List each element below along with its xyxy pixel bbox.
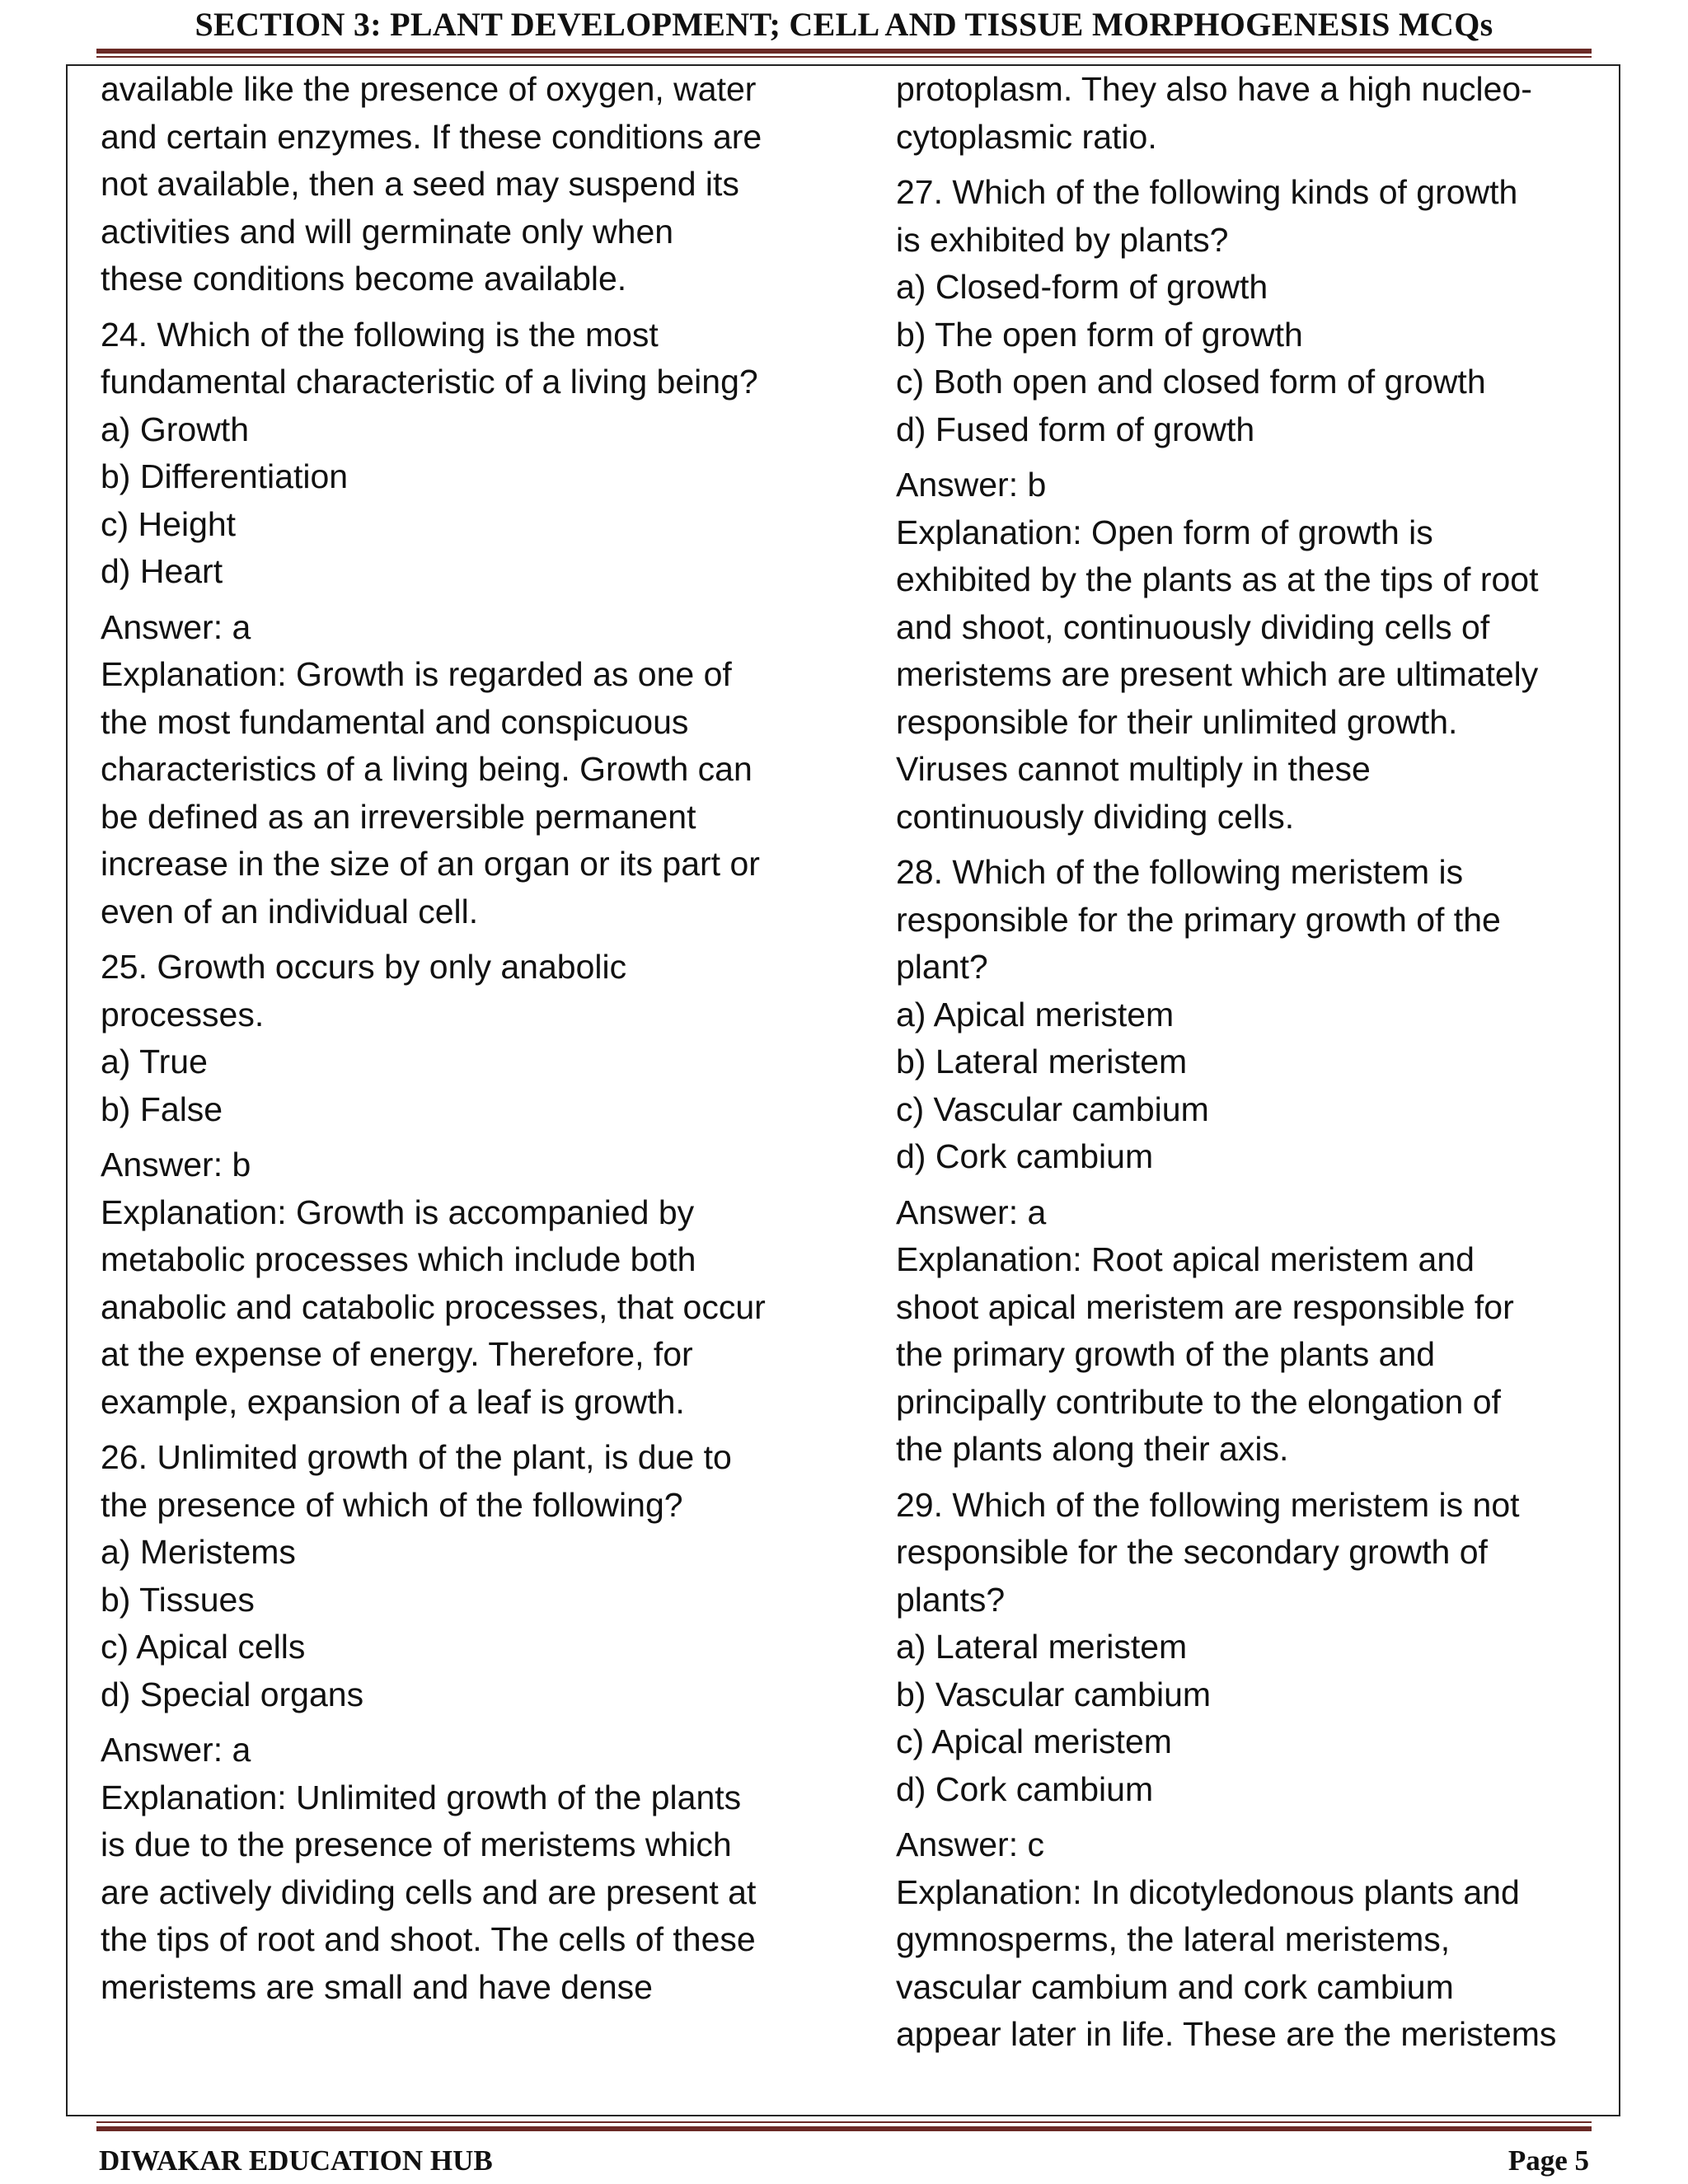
text-line: a) Lateral meristem (896, 1628, 1188, 1666)
paragraph (896, 1189, 1621, 1474)
paragraph (896, 462, 1621, 841)
text-line: d) Fused form of growth (896, 410, 1255, 448)
text-line: characteristics of a living being. Growth can (101, 750, 753, 788)
text-line: and certain enzymes. If these conditions are (101, 117, 762, 156)
text-line: plant? (896, 948, 988, 986)
text-line: Answer: b (101, 1146, 251, 1183)
text-line: c) Both open and closed form of growth (896, 363, 1486, 401)
page-header (0, 0, 1688, 48)
header-rule-thick (96, 49, 1592, 54)
text-line: c) Apical cells (101, 1628, 306, 1666)
text-line: Explanation: Open form of growth is (896, 513, 1433, 551)
text-line: Explanation: Growth is accompanied by (101, 1193, 695, 1231)
text-line: and shoot, continuously dividing cells of (896, 607, 1490, 646)
text-line: a) Closed-form of growth (896, 268, 1268, 306)
paragraph (896, 849, 1621, 1181)
text-line: c) Apical meristem (896, 1722, 1172, 1760)
text-line: principally contribute to the elongation of (896, 1382, 1501, 1421)
text-line: activities and will germinate only when (101, 212, 674, 251)
text-line: continuously dividing cells. (896, 797, 1295, 836)
text-line: not available, then a seed may suspend its (101, 165, 739, 203)
page-number: Page 5 (1507, 2144, 1589, 2177)
text-line: 29. Which of the following meristem is not (896, 1485, 1520, 1524)
text-line: responsible for their unlimited growth. (896, 702, 1458, 741)
text-line: these conditions become available. (101, 260, 627, 298)
text-line: Explanation: Growth is regarded as one of (101, 655, 732, 693)
header-rule-thin (96, 56, 1592, 58)
paragraph (896, 66, 1621, 161)
text-line: Answer: b (896, 466, 1047, 504)
text-line: Answer: a (101, 1731, 251, 1769)
text-line: c) Height (101, 504, 237, 543)
text-line: are actively dividing cells and are present at (101, 1872, 757, 1911)
text-line: b) Vascular cambium (896, 1675, 1212, 1713)
text-line: is exhibited by plants? (896, 220, 1229, 259)
text-line: a) Meristems (101, 1533, 296, 1571)
text-line: b) Tissues (101, 1580, 255, 1619)
text-line: the tips of root and shoot. The cells of these (101, 1920, 756, 1958)
text-line: appear later in life. These are the meristems (896, 2015, 1557, 2053)
text-line: d) Heart (101, 552, 223, 590)
paragraph (101, 66, 859, 303)
text-line: 27. Which of the following kinds of growth (896, 173, 1518, 211)
page-footer (0, 2118, 1688, 2184)
text-line: processes. (101, 995, 265, 1033)
text-line: the plants along their axis. (896, 1430, 1289, 1468)
text-line: the most fundamental and conspicuous (101, 702, 689, 741)
text-line: Explanation: Unlimited growth of the plants (101, 1778, 742, 1816)
text-line: metabolic processes which include both (101, 1240, 696, 1278)
paragraph (896, 1482, 1621, 1814)
text-line: the presence of which of the following? (101, 1485, 683, 1524)
text-line: plants? (896, 1580, 1006, 1619)
text-line: anabolic and catabolic processes, that occur (101, 1287, 766, 1326)
text-line: b) Lateral meristem (896, 1043, 1188, 1080)
paragraph (896, 1821, 1621, 2059)
paragraph (101, 944, 859, 1133)
text-line: protoplasm. They also have a high nucleo- (896, 70, 1532, 108)
text-line: exhibited by the plants as at the tips of root (896, 560, 1539, 598)
text-line: cytoplasmic ratio. (896, 117, 1157, 156)
text-line: Explanation: In dicotyledonous plants and (896, 1872, 1520, 1911)
paragraph (101, 312, 859, 596)
text-line: Viruses cannot multiply in these (896, 750, 1371, 788)
paragraph (896, 169, 1621, 453)
publisher-name: DIWAKAR EDUCATION HUB (99, 2144, 493, 2177)
text-line: 26. Unlimited growth of the plant, is due to (101, 1438, 732, 1476)
paragraph (101, 1727, 859, 2011)
paragraph (101, 604, 859, 936)
footer-rule-thick (96, 2126, 1592, 2131)
text-line: responsible for the secondary growth of (896, 1533, 1488, 1571)
paragraph (101, 1141, 859, 1426)
text-line: be defined as an irreversible permanent (101, 797, 696, 836)
text-line: b) The open form of growth (896, 315, 1303, 354)
text-line: b) False (101, 1090, 223, 1128)
text-line: 24. Which of the following is the most (101, 315, 659, 354)
text-line: gymnosperms, the lateral meristems, (896, 1920, 1451, 1958)
text-line: at the expense of energy. Therefore, for (101, 1335, 693, 1373)
text-line: is due to the presence of meristems which (101, 1825, 732, 1863)
text-line: meristems are present which are ultimately (896, 655, 1539, 693)
text-line: a) True (101, 1043, 208, 1080)
text-line: Answer: c (896, 1825, 1044, 1863)
text-line: responsible for the primary growth of the (896, 900, 1501, 939)
text-line: Answer: a (101, 607, 251, 646)
text-line: d) Cork cambium (896, 1769, 1154, 1808)
text-line: a) Growth (101, 410, 249, 448)
left-column (101, 66, 859, 2011)
text-line: shoot apical meristem are responsible for (896, 1287, 1514, 1326)
text-line: 25. Growth occurs by only anabolic (101, 948, 627, 986)
text-line: available like the presence of oxygen, water (101, 70, 757, 108)
text-line: example, expansion of a leaf is growth. (101, 1382, 685, 1421)
text-line: meristems are small and have dense (101, 1967, 653, 2006)
text-line: a) Apical meristem (896, 995, 1175, 1033)
text-line: Explanation: Root apical meristem and (896, 1240, 1475, 1278)
text-line: even of an individual cell. (101, 892, 479, 930)
footer-rule-thin (96, 2121, 1592, 2123)
text-line: d) Cork cambium (896, 1137, 1154, 1175)
text-line: vascular cambium and cork cambium (896, 1967, 1454, 2006)
text-line: the primary growth of the plants and (896, 1335, 1436, 1373)
text-line: d) Special organs (101, 1675, 364, 1713)
text-line: increase in the size of an organ or its part or (101, 845, 760, 883)
text-line: 28. Which of the following meristem is (896, 853, 1464, 891)
text-line: c) Vascular cambium (896, 1090, 1209, 1128)
text-line: Answer: a (896, 1193, 1047, 1231)
text-line: fundamental characteristic of a living being? (101, 363, 758, 401)
paragraph (101, 1434, 859, 1718)
right-column (896, 66, 1621, 2059)
text-line: b) Differentiation (101, 457, 349, 495)
section-title: SECTION 3: PLANT DEVELOPMENT; CELL AND TISSUE MORPHOGENESIS MCQs (195, 6, 1493, 43)
content-frame (66, 64, 1620, 2116)
